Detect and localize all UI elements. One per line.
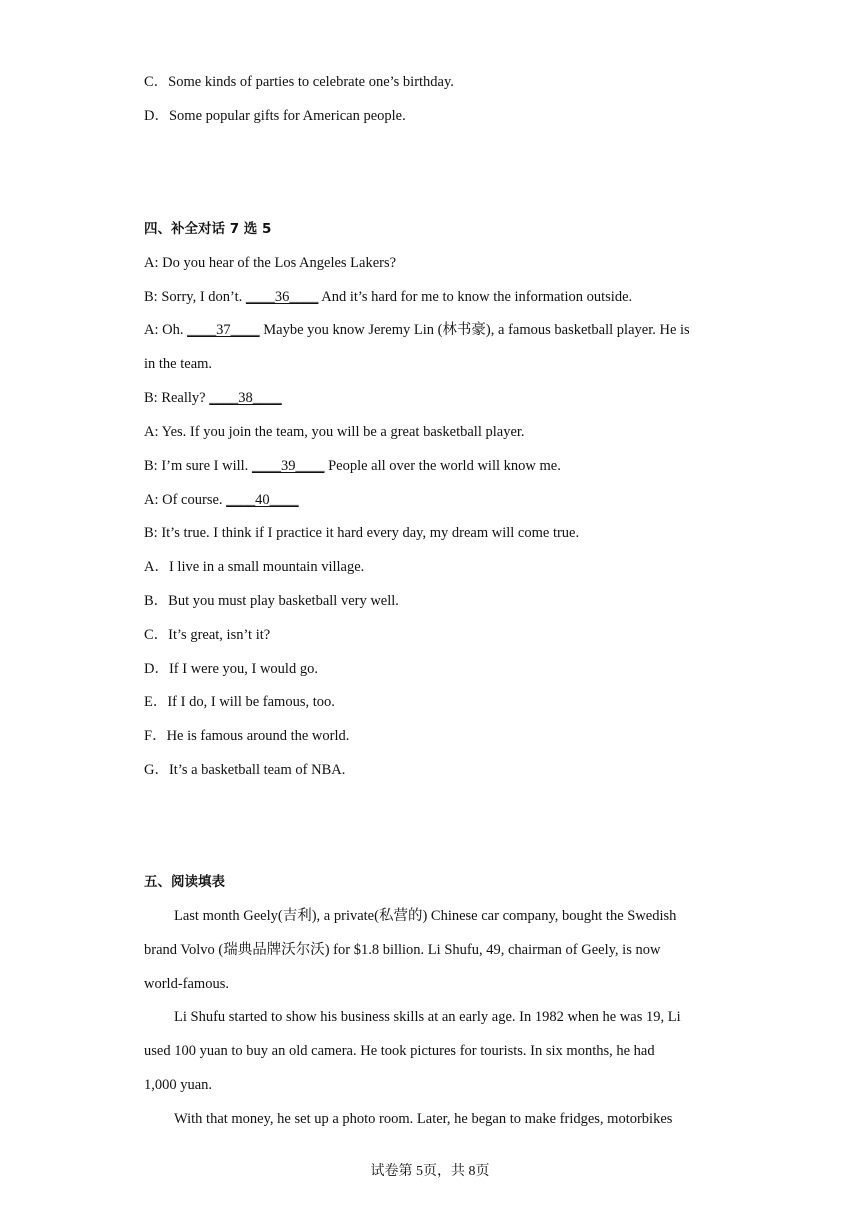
passage-line: used 100 yuan to buy an old camera. He took pictures for tourists. In six months, he had [144, 1043, 655, 1059]
dialogue-line: B: I’m sure I will. ____39____ People all over the world will know me. [144, 458, 561, 474]
option-d-popular-gifts: D．Some popular gifts for American people. [144, 108, 406, 124]
blank-40: ____40____ [226, 492, 299, 508]
option-f: F．He is famous around the world. [144, 728, 350, 744]
option-e: E．If I do, I will be famous, too. [144, 694, 335, 710]
option-d: D．If I were you, I would go. [144, 661, 318, 677]
dialogue-line: B: It’s true. I think if I practice it hard every day, my dream will come true. [144, 525, 580, 541]
passage-line: Last month Geely(吉利), a private(私营的) Chinese car company, bought the Swedish [174, 908, 677, 924]
dialogue-line: B: Really? ____38____ [144, 390, 282, 406]
dialogue-line: in the team. [144, 356, 213, 372]
dialogue-line: A: Of course. ____40____ [144, 492, 299, 508]
dialogue-line: B: Sorry, I don’t. ____36____ And it’s hard for me to know the information outside. [144, 289, 633, 305]
dialogue-line: A: Do you hear of the Los Angeles Lakers? [144, 255, 397, 271]
dialogue-line: A: Yes. If you join the team, you will be a great basketball player. [144, 424, 525, 440]
passage-line: 1,000 yuan. [144, 1077, 213, 1093]
page-footer: 试卷第 5页，共 8页 [370, 1164, 490, 1179]
option-g: G．It’s a basketball team of NBA. [144, 762, 346, 778]
passage-line: brand Volvo (瑞典品牌沃尔沃) for $1.8 billion. Li Shufu, 49, chairman of Geely, is now [144, 942, 661, 958]
blank-38: ____38____ [209, 390, 282, 406]
passage-line: world-famous. [144, 976, 229, 992]
option-b: B．But you must play basketball very well. [144, 593, 399, 609]
passage-line: With that money, he set up a photo room. Later, he began to make fridges, motorbikes [174, 1111, 673, 1127]
blank-39: ____39____ [251, 458, 325, 474]
section5-heading: 五、阅读填表 [144, 874, 225, 890]
option-a: A．I live in a small mountain village. [144, 559, 365, 575]
blank-36: ____36____ [245, 289, 319, 305]
section4-heading: 四、补全对话 7 选 5 [144, 221, 272, 237]
option-c: C．It’s great, isn’t it? [144, 627, 271, 643]
dialogue-line: A: Oh. ____37____ Maybe you know Jeremy Lin (林书豪), a famous basketball player. He is [144, 322, 690, 338]
passage-line: Li Shufu started to show his business skills at an early age. In 1982 when he was 19, Li [174, 1009, 681, 1025]
option-c-birthday-parties: C．Some kinds of parties to celebrate one’s birthday. [144, 74, 454, 90]
blank-37: ____37____ [187, 322, 260, 338]
